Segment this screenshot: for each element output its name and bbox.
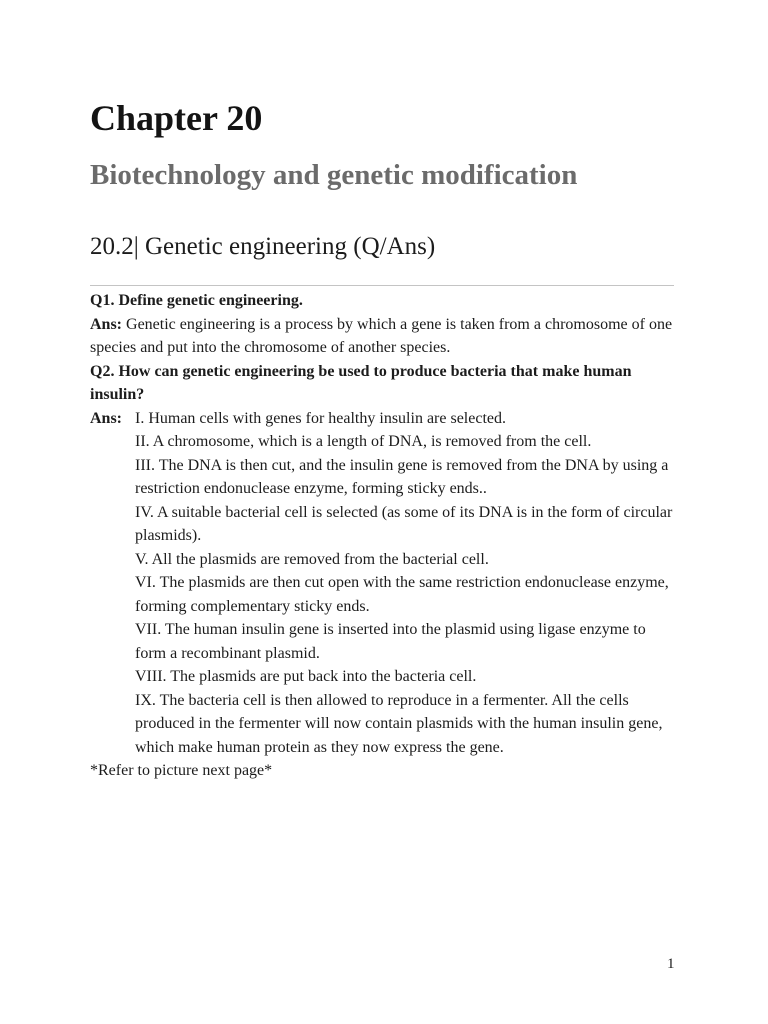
answer-2-label: Ans: xyxy=(90,409,123,427)
page-number: 1 xyxy=(667,956,675,972)
qa-content xyxy=(90,289,674,783)
answer-step: VIII. The plasmids are put back into the bacteria cell. xyxy=(135,668,477,685)
answer-step: IX. The bacteria cell is then allowed to reproduce in a fermenter. All the cells produced in the fermenter will now contain plasmids with the human insulin gene, which make human protein as they now express the gene. xyxy=(135,691,663,756)
question-2: Q2. How can genetic engineering be used to produce bacteria that make human insulin? xyxy=(90,362,632,403)
answer-step: VI. The plasmids are then cut open with the same restriction endonuclease enzyme, forming complementary sticky ends. xyxy=(135,574,669,615)
answer-step: V. All the plasmids are removed from the bacterial cell. xyxy=(135,550,489,568)
answer-1-text: Genetic engineering is a process by which a gene is taken from a chromosome of one species and put into the chromosome of another species. xyxy=(90,315,673,356)
answer-step: IV. A suitable bacterial cell is selected (as some of its DNA is in the form of circular plasmids). xyxy=(135,503,673,544)
answer-step: III. The DNA is then cut, and the insulin gene is removed from the DNA by using a restriction endonuclease enzyme, forming sticky ends.. xyxy=(135,456,669,497)
answer-1-label: Ans: xyxy=(90,315,123,333)
answer-step: II. A chromosome, which is a length of DNA, is removed from the cell. xyxy=(135,433,592,450)
chapter-subtitle: Biotechnology and genetic modification xyxy=(90,159,578,191)
answer-step: VII. The human insulin gene is inserted into the plasmid using ligase enzyme to form a recombinant plasmid. xyxy=(135,621,646,662)
answer-1 xyxy=(90,313,674,360)
note-text: *Refer to picture next page* xyxy=(90,762,273,779)
chapter-title: Chapter 20 xyxy=(90,98,263,138)
section-heading: 20.2| Genetic engineering (Q/Ans) xyxy=(90,233,436,260)
question-1: Q1. Define genetic engineering. xyxy=(90,292,303,309)
answer-2-steps xyxy=(90,407,674,760)
answer-step: I. Human cells with genes for healthy insulin are selected. xyxy=(135,409,506,427)
section-divider xyxy=(90,285,674,286)
